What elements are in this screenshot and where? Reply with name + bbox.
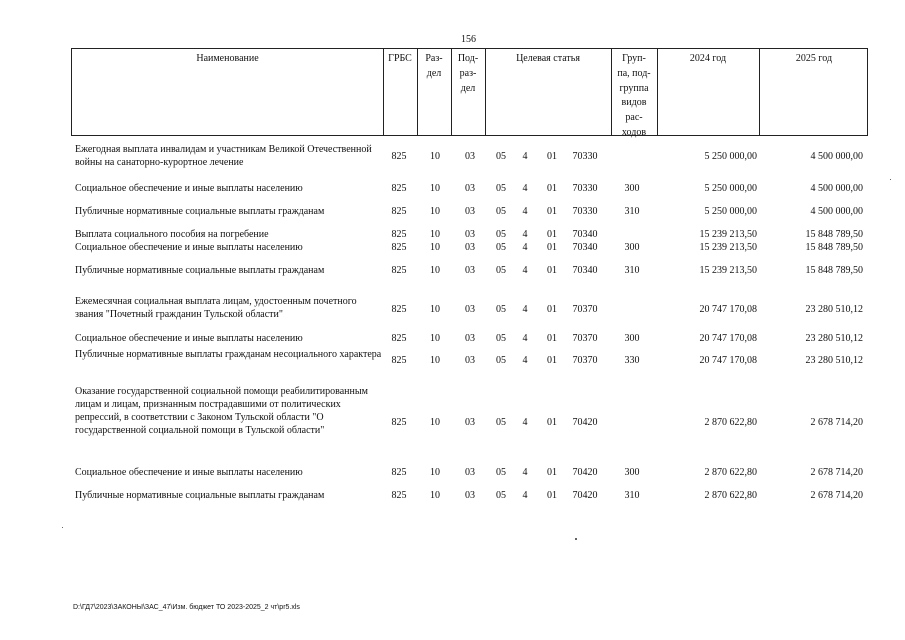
row-grbs: 825 xyxy=(391,355,407,366)
row-grbs: 825 xyxy=(391,151,407,162)
row-name: Социальное обеспечение и иные выплаты населению xyxy=(75,242,303,253)
row-name: Публичные нормативные выплаты гражданам несоциального характера xyxy=(75,349,382,360)
row-grbs: 825 xyxy=(391,490,407,501)
row-podrazdel: 03 xyxy=(465,417,475,428)
page-number: 156 xyxy=(461,34,476,45)
row-grbs: 825 xyxy=(391,183,407,194)
row-target-program: 05 xyxy=(496,304,506,315)
header-razdel: Раз- дел xyxy=(425,53,443,79)
row-amount-2024: 15 239 213,50 xyxy=(699,265,757,276)
row-target-type: 4 xyxy=(522,417,528,428)
row-razdel: 10 xyxy=(430,265,440,276)
row-target-direction: 70340 xyxy=(572,229,598,240)
row-target-program: 05 xyxy=(496,417,506,428)
table-row xyxy=(0,295,905,321)
row-target-event: 01 xyxy=(547,183,557,194)
row-target-program: 05 xyxy=(496,151,506,162)
row-podrazdel: 03 xyxy=(465,333,475,344)
row-target-program: 05 xyxy=(496,467,506,478)
row-target-event: 01 xyxy=(547,151,557,162)
row-target-event: 01 xyxy=(547,467,557,478)
row-target-type: 4 xyxy=(522,229,528,240)
row-target-program: 05 xyxy=(496,490,506,501)
row-grbs: 825 xyxy=(391,265,407,276)
row-target-direction: 70340 xyxy=(572,242,598,253)
row-amount-2025: 2 678 714,20 xyxy=(810,417,863,428)
header-year-2024: 2024 год xyxy=(689,53,727,64)
row-razdel: 10 xyxy=(430,417,440,428)
row-target-direction: 70330 xyxy=(572,206,598,217)
row-target-program: 05 xyxy=(496,333,506,344)
row-name: Публичные нормативные социальные выплаты гражданам xyxy=(75,490,325,501)
row-name: Социальное обеспечение и иные выплаты населению xyxy=(75,333,303,344)
row-amount-2025: 23 280 510,12 xyxy=(805,304,863,315)
row-amount-2024: 20 747 170,08 xyxy=(699,333,757,344)
row-amount-2025: 2 678 714,20 xyxy=(810,490,863,501)
table-row xyxy=(0,348,905,374)
row-target-type: 4 xyxy=(522,490,528,501)
row-expense-group: 310 xyxy=(624,265,640,276)
row-razdel: 10 xyxy=(430,467,440,478)
row-target-event: 01 xyxy=(547,355,557,366)
row-target-type: 4 xyxy=(522,242,528,253)
row-target-program: 05 xyxy=(496,183,506,194)
header-grbs: ГРБС xyxy=(388,53,412,64)
table-row xyxy=(0,205,905,218)
row-name: Ежемесячная социальная выплата лицам, удостоенным почетного звания "Почетный гражданин Тульской области" xyxy=(75,296,357,320)
row-amount-2024: 5 250 000,00 xyxy=(704,206,757,217)
row-expense-group: 310 xyxy=(624,490,640,501)
row-grbs: 825 xyxy=(391,304,407,315)
row-expense-group: 300 xyxy=(624,242,640,253)
row-podrazdel: 03 xyxy=(465,183,475,194)
row-amount-2025: 2 678 714,20 xyxy=(810,467,863,478)
row-podrazdel: 03 xyxy=(465,151,475,162)
row-target-program: 05 xyxy=(496,265,506,276)
row-target-direction: 70370 xyxy=(572,333,598,344)
row-amount-2025: 4 500 000,00 xyxy=(810,183,863,194)
row-target-type: 4 xyxy=(522,183,528,194)
row-target-program: 05 xyxy=(496,242,506,253)
row-razdel: 10 xyxy=(430,229,440,240)
row-target-type: 4 xyxy=(522,333,528,344)
table-row xyxy=(0,466,905,479)
row-expense-group: 310 xyxy=(624,206,640,217)
row-expense-group: 300 xyxy=(624,183,640,194)
row-podrazdel: 03 xyxy=(465,242,475,253)
row-target-direction: 70420 xyxy=(572,490,598,501)
row-target-type: 4 xyxy=(522,467,528,478)
row-target-event: 01 xyxy=(547,417,557,428)
header-year-2025: 2025 год xyxy=(795,53,833,64)
scan-speck xyxy=(62,527,63,528)
row-target-event: 01 xyxy=(547,229,557,240)
row-amount-2024: 5 250 000,00 xyxy=(704,151,757,162)
row-expense-group: 330 xyxy=(624,355,640,366)
table-row xyxy=(0,264,905,277)
row-target-type: 4 xyxy=(522,265,528,276)
row-target-type: 4 xyxy=(522,304,528,315)
scan-speck xyxy=(575,538,577,540)
row-target-program: 05 xyxy=(496,355,506,366)
row-target-direction: 70370 xyxy=(572,304,598,315)
row-razdel: 10 xyxy=(430,490,440,501)
table-header xyxy=(71,48,868,136)
row-amount-2024: 2 870 622,80 xyxy=(704,417,757,428)
row-target-event: 01 xyxy=(547,490,557,501)
row-amount-2025: 15 848 789,50 xyxy=(805,242,863,253)
row-razdel: 10 xyxy=(430,151,440,162)
row-razdel: 10 xyxy=(430,333,440,344)
row-grbs: 825 xyxy=(391,417,407,428)
row-podrazdel: 03 xyxy=(465,229,475,240)
row-target-event: 01 xyxy=(547,242,557,253)
row-target-direction: 70420 xyxy=(572,467,598,478)
row-podrazdel: 03 xyxy=(465,304,475,315)
row-target-event: 01 xyxy=(547,265,557,276)
row-expense-group: 300 xyxy=(624,333,640,344)
row-amount-2025: 15 848 789,50 xyxy=(805,265,863,276)
row-amount-2024: 15 239 213,50 xyxy=(699,242,757,253)
row-razdel: 10 xyxy=(430,183,440,194)
row-amount-2025: 15 848 789,50 xyxy=(805,229,863,240)
row-target-direction: 70420 xyxy=(572,417,598,428)
row-name: Социальное обеспечение и иные выплаты населению xyxy=(75,183,303,194)
table-row xyxy=(0,228,905,241)
row-amount-2024: 2 870 622,80 xyxy=(704,490,757,501)
row-target-event: 01 xyxy=(547,333,557,344)
row-target-type: 4 xyxy=(522,206,528,217)
row-grbs: 825 xyxy=(391,229,407,240)
row-name: Публичные нормативные социальные выплаты гражданам xyxy=(75,265,325,276)
row-name: Выплата социального пособия на погребение xyxy=(75,229,269,240)
row-amount-2024: 20 747 170,08 xyxy=(699,304,757,315)
row-razdel: 10 xyxy=(430,242,440,253)
row-target-event: 01 xyxy=(547,304,557,315)
table-row xyxy=(0,385,905,455)
row-podrazdel: 03 xyxy=(465,355,475,366)
row-expense-group: 300 xyxy=(624,467,640,478)
header-name: Наименование xyxy=(196,53,259,64)
row-target-type: 4 xyxy=(522,355,528,366)
row-target-type: 4 xyxy=(522,151,528,162)
header-expense-group: Груп- па, под- группа видов рас- ходов xyxy=(617,53,651,138)
header-target-article: Целевая статья xyxy=(516,53,580,64)
row-amount-2025: 23 280 510,12 xyxy=(805,333,863,344)
row-target-program: 05 xyxy=(496,206,506,217)
row-name: Публичные нормативные социальные выплаты гражданам xyxy=(75,206,325,217)
row-podrazdel: 03 xyxy=(465,206,475,217)
row-target-direction: 70330 xyxy=(572,151,598,162)
row-podrazdel: 03 xyxy=(465,467,475,478)
table-row xyxy=(0,182,905,195)
row-amount-2024: 2 870 622,80 xyxy=(704,467,757,478)
row-name: Ежегодная выплата инвалидам и участникам Великой Отечественной войны на санаторно-курортное лечение xyxy=(75,144,372,168)
row-amount-2024: 5 250 000,00 xyxy=(704,183,757,194)
row-razdel: 10 xyxy=(430,355,440,366)
row-amount-2024: 15 239 213,50 xyxy=(699,229,757,240)
row-name: Социальное обеспечение и иные выплаты населению xyxy=(75,467,303,478)
table-row xyxy=(0,241,905,254)
table-row xyxy=(0,143,905,169)
row-grbs: 825 xyxy=(391,206,407,217)
row-podrazdel: 03 xyxy=(465,490,475,501)
row-target-direction: 70340 xyxy=(572,265,598,276)
row-target-program: 05 xyxy=(496,229,506,240)
row-razdel: 10 xyxy=(430,206,440,217)
file-path: D:\ГД7\2023\ЗАКОНЫ\ЗАС_47\Изм. бюджет ТО 2023-2025_2 чт\pr5.xls xyxy=(73,604,300,611)
table-row xyxy=(0,489,905,502)
scan-speck xyxy=(890,179,891,180)
header-podrazdel: Под- раз- дел xyxy=(457,53,479,94)
row-amount-2025: 4 500 000,00 xyxy=(810,206,863,217)
row-target-direction: 70370 xyxy=(572,355,598,366)
row-podrazdel: 03 xyxy=(465,265,475,276)
row-amount-2025: 23 280 510,12 xyxy=(805,355,863,366)
row-grbs: 825 xyxy=(391,333,407,344)
row-amount-2025: 4 500 000,00 xyxy=(810,151,863,162)
row-razdel: 10 xyxy=(430,304,440,315)
table-row xyxy=(0,332,905,345)
row-amount-2024: 20 747 170,08 xyxy=(699,355,757,366)
row-target-direction: 70330 xyxy=(572,183,598,194)
row-grbs: 825 xyxy=(391,242,407,253)
row-name: Оказание государственной социальной помощи реабилитированным лицам и лицам, признанным пострадавшими от политических репрессий, в соответствии с Законом Тульской области "О государственной социальной помощи в Тульской области" xyxy=(75,386,368,436)
row-target-event: 01 xyxy=(547,206,557,217)
row-grbs: 825 xyxy=(391,467,407,478)
